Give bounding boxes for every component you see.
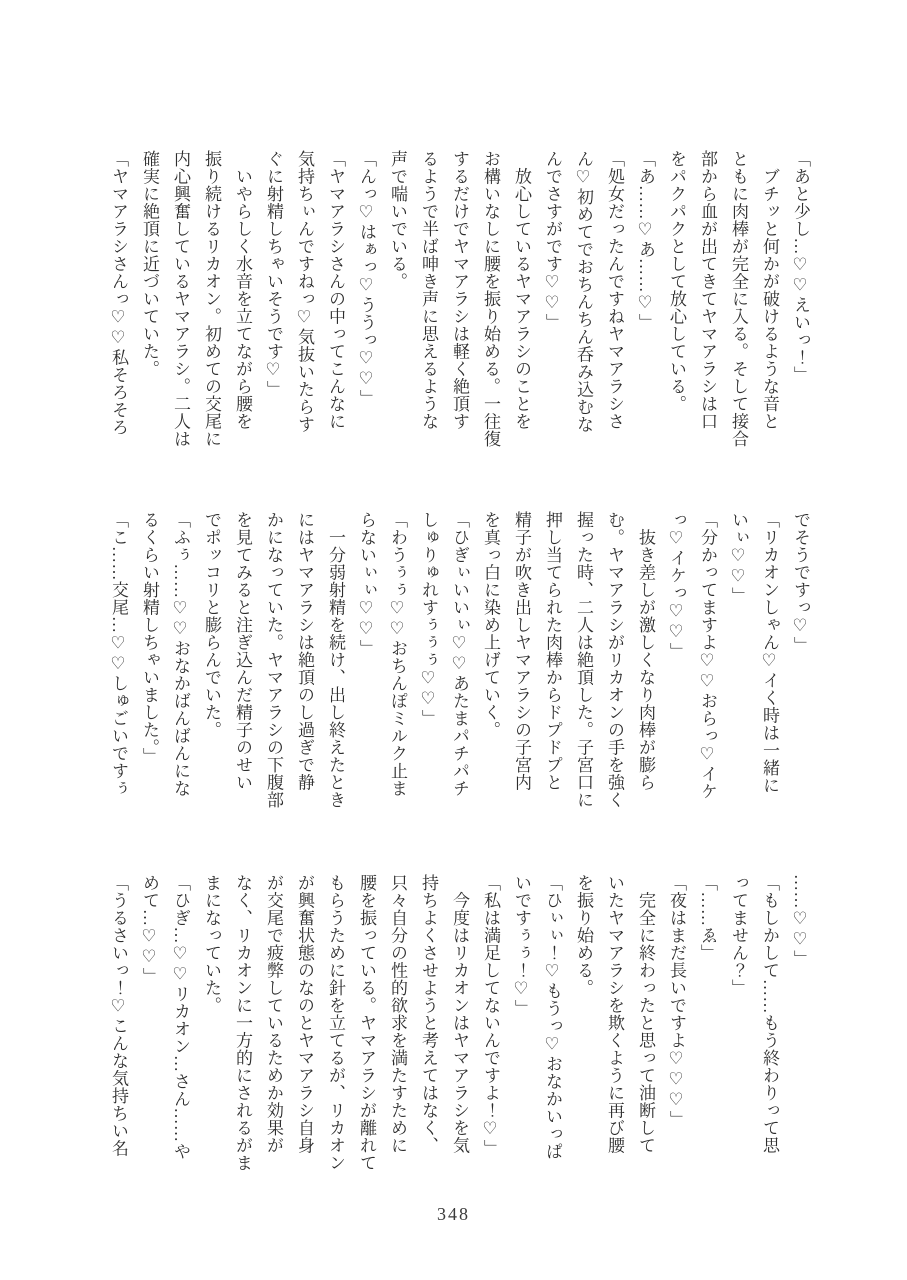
text-column: 「ひぃぃ！♡もうっ♡おなかいっぱ bbox=[543, 874, 562, 1160]
text-column: を振り始める。 bbox=[574, 874, 593, 997]
text-column: 振り続けるリカオン。初めての交尾に bbox=[202, 150, 221, 448]
text-column: 「んっ♡はぁっ♡ううっ♡♡」 bbox=[357, 150, 376, 407]
text-column: 「ひぎ…♡♡リカオン…さん……や bbox=[171, 874, 190, 1160]
text-column: む。ヤマアラシがリカオンの手を強く bbox=[605, 511, 624, 809]
text-column: 「……ゑ」 bbox=[698, 874, 717, 962]
text-band-middle bbox=[102, 511, 816, 835]
text-column: いぃ♡♡」 bbox=[729, 511, 748, 605]
text-column: 「うるさいっ！♡こんな気持ちい名 bbox=[109, 874, 128, 1157]
text-column: をパクパクとして放心している。 bbox=[667, 150, 686, 413]
text-column: ん♡初めてでおちんちん呑み込むな bbox=[574, 150, 593, 433]
text-column: るようで半ば呻き声に思えるような bbox=[419, 150, 438, 430]
text-column: 声で喘いでいる。 bbox=[388, 150, 407, 290]
text-column: 「もしかして……もう終わりって思 bbox=[760, 874, 779, 1154]
text-column: 只々自分の性的欲求を満たすために bbox=[388, 874, 407, 1154]
text-column: っ♡イケっ♡♡」 bbox=[667, 511, 686, 660]
text-column: 確実に絶頂に近づいていた。 bbox=[140, 150, 159, 378]
text-column: 「私は満足してないんですよ！♡」 bbox=[481, 874, 500, 1157]
text-column: でポッコリと膨らんでいた。 bbox=[202, 511, 221, 739]
text-column: まになっていた。 bbox=[202, 874, 221, 1014]
text-column: が交尾で疲弊しているためか効果が bbox=[264, 874, 283, 1154]
text-column: でそうですっ♡」 bbox=[791, 511, 810, 654]
text-column: いやらしく水音を立てながら腰を bbox=[233, 150, 252, 430]
text-column: 完全に終わったと思って油断して bbox=[636, 874, 655, 1154]
text-column: ってません？」 bbox=[729, 874, 748, 997]
text-column: ブチッと何かが破けるような音と bbox=[760, 150, 779, 430]
text-column: 「リカオンしゃん♡イく時は一緒に bbox=[760, 511, 779, 794]
text-column: かになっていた。ヤマアラシの下腹部 bbox=[264, 511, 283, 809]
text-column: ともに肉棒が完全に入る。そして接合 bbox=[729, 150, 748, 448]
text-column: んでさすがです♡♡」 bbox=[543, 150, 562, 331]
text-column: 握った時、二人は絶頂した。子宮口に bbox=[574, 511, 593, 809]
text-column: いたヤマアラシを欺くように再び腰 bbox=[605, 874, 624, 1154]
text-column: 「こ……交尾…♡♡しゅごいですぅ bbox=[109, 511, 128, 797]
text-column: 腰を振っている。ヤマアラシが離れて bbox=[357, 874, 376, 1172]
text-column: 「ヤマアラシさんの中ってこんなに bbox=[326, 150, 345, 430]
text-column: 抜き差しが激しくなり肉棒が膨ら bbox=[636, 511, 655, 791]
text-column: を真っ白に染め上げていく。 bbox=[481, 511, 500, 739]
text-column: めて…♡♡」 bbox=[140, 874, 159, 985]
text-column: るくらい射精しちゃいました。」 bbox=[140, 511, 159, 765]
text-column: 「ふぅ……♡♡おなかばんばんにな bbox=[171, 511, 190, 797]
text-column: 部から血が出てきてヤマアラシは口 bbox=[698, 150, 717, 430]
text-column: 今度はリカオンはヤマアラシを気 bbox=[450, 874, 469, 1154]
text-column: 精子が吹き出しヤマアラシの子宮内 bbox=[512, 511, 531, 791]
page-number: 348 bbox=[437, 1204, 470, 1224]
text-column: らないぃぃ♡♡」 bbox=[357, 511, 376, 657]
text-column: もらうために針を立てるが、リカオン bbox=[326, 874, 345, 1172]
text-column: するだけでヤマアラシは軽く絶頂す bbox=[450, 150, 469, 430]
text-column: 「処女だったんですねヤマアラシさ bbox=[605, 150, 624, 430]
text-column: 「ヤマアラシさんっ♡♡私そろそろ bbox=[109, 150, 128, 436]
text-column: なく、リカオンに一方的にされるがま bbox=[233, 874, 252, 1172]
text-column: を見てみると注ぎ込んだ精子のせい bbox=[233, 511, 252, 791]
text-column: いですぅぅ！♡」 bbox=[512, 874, 531, 1017]
text-column: 「ひぎぃいいぃ♡♡あたまパチパチ bbox=[450, 511, 469, 797]
text-column: しゅりゅれすぅぅぅ♡♡」 bbox=[419, 511, 438, 727]
text-band-top bbox=[102, 150, 816, 474]
text-column: 内心興奮しているヤマアラシ。二人は bbox=[171, 150, 190, 448]
text-column: が興奮状態のなのとヤマアラシ自身 bbox=[295, 874, 314, 1154]
text-column: 「分かってますよ♡♡おらっ♡イケ bbox=[698, 511, 717, 800]
text-column: 一分弱射精を続け、出し終えたとき bbox=[326, 511, 345, 809]
text-column: 持ちよくさせようと考えてはなく、 bbox=[419, 874, 438, 1154]
text-band-bottom bbox=[102, 874, 816, 1198]
text-column: 押し当てられた肉棒からドプドプと bbox=[543, 511, 562, 791]
text-column: 「あ……♡あ……♡」 bbox=[636, 150, 655, 331]
text-column: ぐに射精しちゃいそうです♡」 bbox=[264, 150, 283, 398]
text-column: お構いなしに腰を振り始める。一往復 bbox=[481, 150, 500, 448]
text-column: 気持ちぃんですねっ♡気抜いたらす bbox=[295, 150, 314, 433]
text-column: ……♡♡」 bbox=[791, 874, 810, 968]
text-column: 放心しているヤマアラシのことを bbox=[512, 150, 531, 430]
text-column: にはヤマアラシは絶頂のし過ぎで静 bbox=[295, 511, 314, 791]
text-column: 「夜はまだ長いですよ♡♡♡」 bbox=[667, 874, 686, 1128]
text-column: 「あと少し…♡♡えいっ！」 bbox=[791, 150, 810, 384]
text-column: 「わうぅぅ♡♡おちんぽミルク止ま bbox=[388, 511, 407, 797]
